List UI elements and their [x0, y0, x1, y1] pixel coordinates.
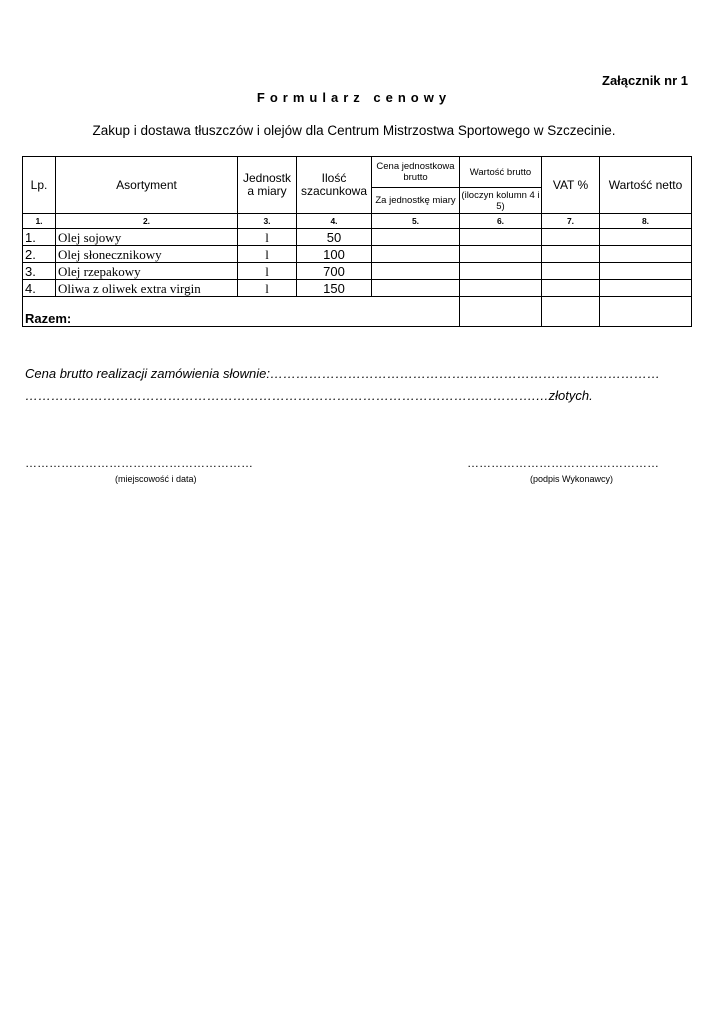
column-number: 2. — [56, 214, 238, 229]
column-number-row — [23, 214, 692, 229]
row-net-value-cell[interactable] — [600, 263, 692, 280]
row-gross-value-cell[interactable] — [460, 280, 542, 297]
total-vat-cell[interactable] — [542, 297, 600, 327]
price-in-words-line[interactable]: Cena brutto realizacji zamówienia słownie:……………………………………………………………………………… — [25, 366, 660, 381]
row-vat-cell[interactable] — [542, 246, 600, 263]
header-assortment: Asortyment — [56, 157, 238, 214]
row-gross-value-cell[interactable] — [460, 263, 542, 280]
subject-line: Zakup i dostawa tłuszczów i olejów dla Centrum Mistrzostwa Sportowego w Szczecinie. — [92, 123, 616, 138]
header-unit: Jednostk a miary — [238, 157, 297, 214]
total-net-value-cell[interactable] — [600, 297, 692, 327]
price-table — [22, 156, 692, 327]
table-row — [23, 263, 692, 280]
table-row — [23, 229, 692, 246]
row-vat-cell[interactable] — [542, 229, 600, 246]
row-gross-value-cell[interactable] — [460, 246, 542, 263]
header-vat: VAT % — [542, 157, 600, 214]
header-lp: Lp. — [23, 157, 56, 214]
row-unit: l — [238, 263, 297, 280]
place-date-caption: (miejscowość i data) — [115, 474, 197, 484]
table-row — [23, 246, 692, 263]
row-unit-price-cell[interactable] — [372, 246, 460, 263]
column-number: 3. — [238, 214, 297, 229]
row-lp: 2. — [23, 246, 56, 263]
column-number: 8. — [600, 214, 692, 229]
row-unit-price-cell[interactable] — [372, 229, 460, 246]
header-net-value: Wartość netto — [600, 157, 692, 214]
form-title: Formularz cenowy — [256, 90, 452, 105]
column-number: 1. — [23, 214, 56, 229]
row-unit: l — [238, 280, 297, 297]
row-unit-price-cell[interactable] — [372, 263, 460, 280]
row-lp: 4. — [23, 280, 56, 297]
total-gross-value-cell[interactable] — [460, 297, 542, 327]
header-gross-value-sub: (iloczyn kolumn 4 i 5) — [461, 189, 540, 212]
row-unit: l — [238, 246, 297, 263]
row-name: Olej sojowy — [56, 229, 238, 246]
signature-caption: (podpis Wykonawcy) — [530, 474, 613, 484]
row-name: Oliwa z oliwek extra virgin — [56, 280, 238, 297]
row-net-value-cell[interactable] — [600, 229, 692, 246]
price-in-words-continuation[interactable]: ……………………………………………………………………………………………………….…złotych. — [25, 388, 593, 403]
table-row — [23, 280, 692, 297]
header-quantity: Ilość szacunkowa — [297, 157, 372, 214]
place-date-field[interactable]: ………………………………………………… — [25, 456, 253, 470]
column-number: 5. — [372, 214, 460, 229]
row-quantity: 100 — [297, 246, 372, 263]
total-label: Razem: — [23, 297, 460, 327]
header-row — [23, 157, 692, 188]
signature-field[interactable]: ………………………………………… — [467, 456, 659, 470]
row-vat-cell[interactable] — [542, 263, 600, 280]
row-vat-cell[interactable] — [542, 280, 600, 297]
row-net-value-cell[interactable] — [600, 246, 692, 263]
header-unit-price: Cena jednostkowa brutto — [372, 157, 460, 188]
header-unit-price-sub: Za jednostkę miary — [372, 188, 460, 214]
attachment-label: Załącznik nr 1 — [602, 73, 688, 88]
row-quantity: 50 — [297, 229, 372, 246]
row-gross-value-cell[interactable] — [460, 229, 542, 246]
column-number: 7. — [542, 214, 600, 229]
row-quantity: 700 — [297, 263, 372, 280]
header-gross-value: Wartość brutto — [460, 157, 542, 188]
row-name: Olej słonecznikowy — [56, 246, 238, 263]
column-number: 6. — [460, 214, 542, 229]
row-unit: l — [238, 229, 297, 246]
row-lp: 1. — [23, 229, 56, 246]
row-lp: 3. — [23, 263, 56, 280]
row-name: Olej rzepakowy — [56, 263, 238, 280]
total-row — [23, 297, 692, 327]
row-unit-price-cell[interactable] — [372, 280, 460, 297]
row-quantity: 150 — [297, 280, 372, 297]
column-number: 4. — [297, 214, 372, 229]
row-net-value-cell[interactable] — [600, 280, 692, 297]
